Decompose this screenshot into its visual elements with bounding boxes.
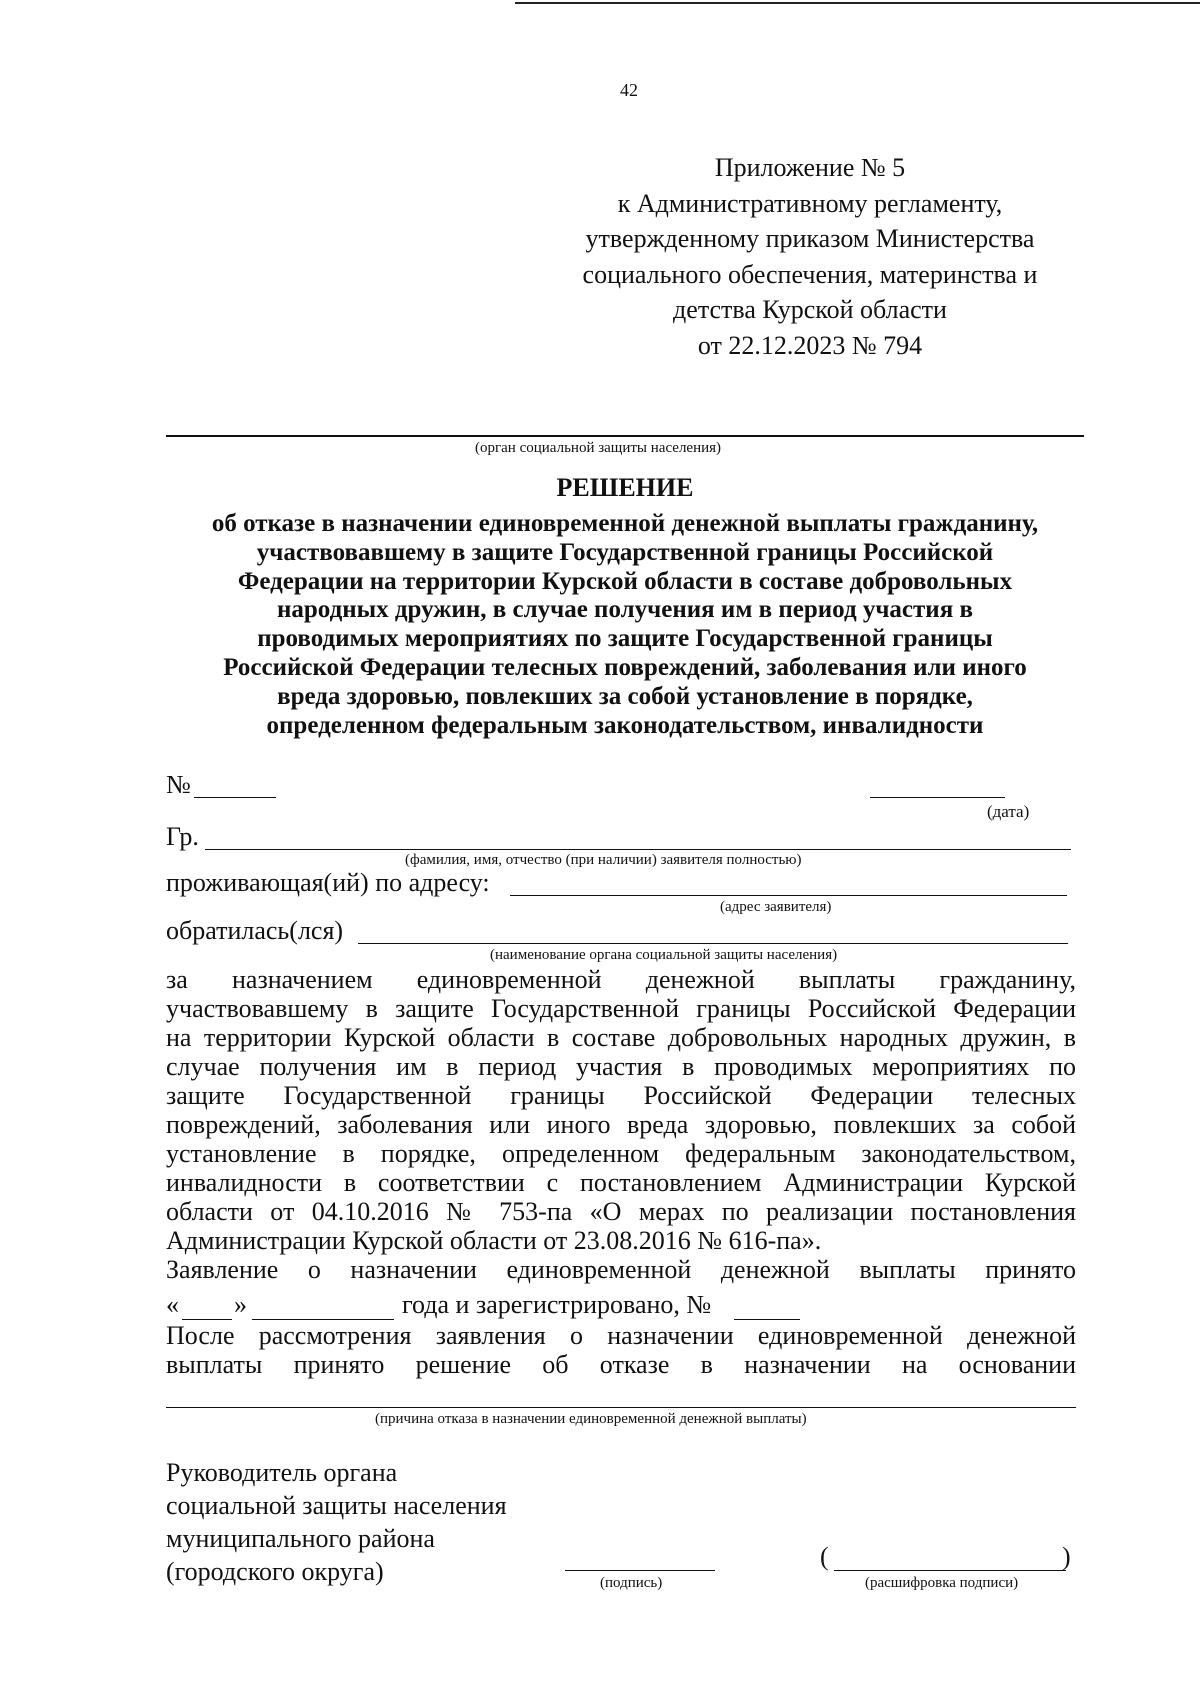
decision-heading bbox=[150, 510, 1100, 740]
heading-line: об отказе в назначении единовременной денежной выплаты гражданину, bbox=[211, 510, 1039, 537]
number-label: № bbox=[166, 770, 191, 799]
body-line: повреждений, заболевания или иного вреда здоровью, повлекших за собой bbox=[166, 1110, 1076, 1139]
position-line: социальной защиты населения bbox=[166, 1491, 507, 1520]
decision-line: выплаты принято решение об отказе в назначении на основании bbox=[166, 1350, 1076, 1379]
paren-close: ) bbox=[1062, 1542, 1071, 1571]
decision-paragraph bbox=[166, 1321, 1076, 1379]
statement-line: Заявление о назначении единовременной денежной выплаты принято bbox=[166, 1255, 1076, 1284]
month-year-blank-line[interactable] bbox=[252, 1319, 394, 1320]
heading-line: участвовавшему в защите Государственной границы Российской bbox=[256, 538, 994, 566]
appendix-line: Приложение № 5 bbox=[714, 153, 906, 182]
signature-position bbox=[166, 1456, 507, 1588]
decode-caption: (расшифровка подписи) bbox=[865, 1575, 1019, 1591]
applied-blank-line[interactable] bbox=[358, 943, 1068, 944]
citizen-caption: (фамилия, имя, отчество (при наличии) заявителя полностью) bbox=[405, 852, 802, 868]
document-title: РЕШЕНИЕ bbox=[556, 473, 694, 502]
applied-label: обратилась(лся) bbox=[166, 916, 344, 945]
heading-line: Российской Федерации телесных повреждений, заболевания или иного bbox=[223, 653, 1027, 681]
reason-caption: (причина отказа в назначении единовременной денежной выплаты) bbox=[375, 1411, 807, 1427]
position-line: муниципального района bbox=[166, 1524, 435, 1553]
heading-line: проводимых мероприятиях по защите Государственной границы bbox=[257, 625, 993, 653]
date-blank-line[interactable] bbox=[870, 797, 1005, 798]
appendix-line: утвержденному приказом Министерства bbox=[585, 224, 1035, 253]
quote-open: « bbox=[166, 1290, 179, 1319]
signature-caption: (подпись) bbox=[600, 1575, 663, 1591]
address-label: проживающая(ий) по адресу: bbox=[166, 868, 490, 897]
body-line-last: Администрации Курской области от 23.08.2016 № 616-па». bbox=[166, 1226, 822, 1255]
paren-open: ( bbox=[820, 1542, 829, 1571]
registered-text: года и зарегистрировано, № bbox=[402, 1290, 712, 1319]
number-blank-line[interactable] bbox=[194, 797, 276, 798]
organ-caption: (орган социальной защиты населения) bbox=[475, 440, 722, 456]
citizen-blank-line[interactable] bbox=[205, 849, 1071, 850]
decision-line: После рассмотрения заявления о назначении единовременной денежной bbox=[166, 1321, 1076, 1350]
reg-number-blank-line[interactable] bbox=[734, 1319, 800, 1320]
address-blank-line[interactable] bbox=[510, 895, 1067, 896]
body-line: установление в порядке, определенном федеральным законодательством, bbox=[166, 1139, 1076, 1168]
date-caption: (дата) bbox=[987, 802, 1030, 821]
body-line: на территории Курской области в составе добровольных народных дружин, в bbox=[166, 1023, 1076, 1052]
appendix-line: к Административному регламенту, bbox=[617, 188, 1003, 218]
appendix-block bbox=[540, 150, 1080, 363]
body-line: за назначением единовременной денежной выплаты гражданину, bbox=[166, 965, 1076, 994]
heading-line: Федерации на территории Курской области в составе добровольных bbox=[237, 567, 1013, 595]
page-number: 42 bbox=[620, 80, 638, 100]
body-line: защите Государственной границы Российской Федерации телесных bbox=[166, 1081, 1076, 1110]
body-line: участвовавшему в защите Государственной границы Российской Федерации bbox=[166, 994, 1076, 1023]
organ-blank-line[interactable] bbox=[166, 435, 1084, 437]
reason-blank-line[interactable] bbox=[166, 1407, 1076, 1408]
signature-blank-line[interactable] bbox=[565, 1570, 715, 1571]
day-blank-line[interactable] bbox=[182, 1319, 232, 1320]
heading-line: вреда здоровью, повлекших за собой установление в порядке, bbox=[277, 682, 973, 710]
quote-close: » bbox=[234, 1290, 247, 1319]
body-paragraph bbox=[166, 965, 1076, 1284]
appendix-line: детства Курской области bbox=[673, 295, 947, 324]
appendix-line: от 22.12.2023 № 794 bbox=[697, 330, 923, 360]
heading-line: народных дружин, в случае получения им в период участия в bbox=[276, 596, 973, 624]
body-line: инвалидности в соответствии с постановлением Администрации Курской bbox=[166, 1168, 1076, 1197]
heading-line: определенном федеральным законодательством, инвалидности bbox=[266, 711, 984, 739]
position-line: Руководитель органа bbox=[166, 1458, 398, 1487]
citizen-label: Гр. bbox=[166, 822, 199, 851]
applied-caption: (наименование органа социальной защиты населения) bbox=[490, 947, 838, 963]
address-caption: (адрес заявителя) bbox=[720, 899, 832, 915]
top-border-line bbox=[515, 2, 1200, 4]
appendix-line: социального обеспечения, материнства и bbox=[582, 259, 1038, 289]
position-line: (городского округа) bbox=[166, 1557, 384, 1586]
body-line: области от 04.10.2016 № 753-па «О мерах по реализации постановления bbox=[166, 1197, 1076, 1226]
decode-blank-line[interactable] bbox=[834, 1570, 1066, 1571]
body-line: случае получения им в период участия в проводимых мероприятиях по bbox=[166, 1052, 1076, 1081]
